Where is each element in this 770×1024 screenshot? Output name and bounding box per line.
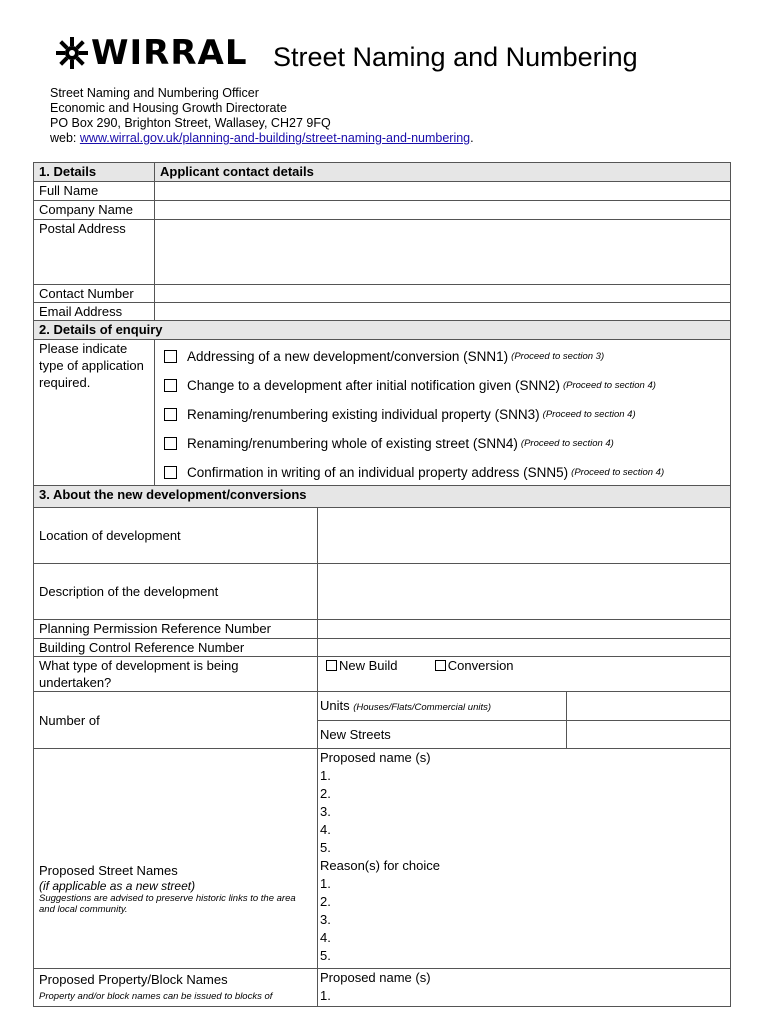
list-item: 5. bbox=[320, 840, 331, 855]
new-build-label: New Build bbox=[339, 658, 398, 673]
web-line bbox=[50, 131, 474, 146]
section1-title: 1. Details bbox=[34, 163, 155, 182]
proposed-property-names-field[interactable] bbox=[318, 969, 731, 1007]
building-ref-field[interactable] bbox=[318, 639, 731, 657]
logo-text: WIRRAL bbox=[91, 33, 248, 73]
snn3-checkbox[interactable] bbox=[164, 408, 177, 421]
list-item: 4. bbox=[320, 930, 331, 945]
wirral-logo bbox=[55, 33, 248, 73]
development-table bbox=[33, 485, 731, 1007]
list-item: 2. bbox=[320, 786, 331, 801]
snn1-checkbox[interactable] bbox=[164, 350, 177, 363]
application-type-prompt: Please indicate type of application required. bbox=[34, 340, 155, 488]
section3-title: 3. About the new development/conversions bbox=[34, 486, 731, 508]
option-note: (Proceed to section 4) bbox=[520, 438, 614, 449]
email-address-field[interactable] bbox=[155, 303, 731, 321]
full-name-field[interactable] bbox=[155, 182, 731, 201]
option-snn5[interactable] bbox=[160, 458, 725, 487]
company-name-label: Company Name bbox=[34, 201, 155, 220]
conversion-checkbox[interactable] bbox=[435, 660, 446, 671]
web-suffix: . bbox=[470, 131, 474, 145]
option-label: Confirmation in writing of an individual property address (SNN5) bbox=[187, 465, 569, 480]
proposed-streets-cell bbox=[34, 749, 318, 969]
option-note: (Proceed to section 4) bbox=[542, 409, 636, 420]
proposed-property-cell bbox=[34, 969, 318, 1007]
option-label: Change to a development after initial notification given (SNN2) bbox=[187, 378, 560, 393]
proposed-street-names-field[interactable] bbox=[318, 749, 731, 969]
list-item: 1. bbox=[320, 876, 331, 891]
web-label: web: bbox=[50, 131, 80, 145]
location-label: Location of development bbox=[34, 508, 318, 564]
building-ref-label: Building Control Reference Number bbox=[34, 639, 318, 657]
proposed-name-label: Proposed name (s) bbox=[320, 750, 431, 765]
list-item: 1. bbox=[320, 768, 331, 783]
snn4-checkbox[interactable] bbox=[164, 437, 177, 450]
list-item: 2. bbox=[320, 894, 331, 909]
snn5-checkbox[interactable] bbox=[164, 466, 177, 479]
proposed-streets-title: Proposed Street Names bbox=[39, 863, 178, 878]
address-line: PO Box 290, Brighton Street, Wallasey, CH27 9FQ bbox=[50, 116, 331, 130]
section1-subtitle: Applicant contact details bbox=[155, 163, 731, 182]
proposed-streets-note: Suggestions are advised to preserve historic links to the area and local community. bbox=[39, 893, 296, 915]
option-label: Addressing of a new development/conversion (SNN1) bbox=[187, 349, 509, 364]
conversion-label: Conversion bbox=[447, 658, 514, 673]
proposed-property-note: Property and/or block names can be issued to blocks of bbox=[39, 991, 273, 1002]
list-item: 3. bbox=[320, 912, 331, 927]
planning-ref-field[interactable] bbox=[318, 620, 731, 639]
reasons-label: Reason(s) for choice bbox=[320, 858, 440, 873]
contact-number-field[interactable] bbox=[155, 285, 731, 303]
new-build-checkbox[interactable] bbox=[326, 660, 337, 671]
company-name-field[interactable] bbox=[155, 201, 731, 220]
option-snn3[interactable] bbox=[160, 400, 725, 429]
details-table bbox=[33, 162, 731, 488]
option-note: (Proceed to section 3) bbox=[511, 351, 605, 362]
proposed-property-title: Proposed Property/Block Names bbox=[39, 972, 228, 987]
website-link[interactable]: www.wirral.gov.uk/planning-and-building/street-naming-and-numbering bbox=[79, 131, 471, 145]
planning-ref-label: Planning Permission Reference Number bbox=[34, 620, 318, 639]
new-streets-field[interactable] bbox=[567, 721, 731, 749]
new-streets-label: New Streets bbox=[318, 721, 567, 749]
page-title: Street Naming and Numbering bbox=[273, 42, 638, 72]
dev-type-question: What type of development is being undertaken? bbox=[34, 657, 318, 692]
option-snn1[interactable] bbox=[160, 342, 725, 371]
address-line: Street Naming and Numbering Officer bbox=[50, 86, 259, 100]
units-label: Units bbox=[320, 697, 354, 713]
proposed-property-name-label: Proposed name (s) bbox=[320, 970, 431, 985]
wirral-logo-icon bbox=[55, 36, 89, 70]
description-field[interactable] bbox=[318, 564, 731, 620]
address-line: Economic and Housing Growth Directorate bbox=[50, 101, 287, 115]
location-field[interactable] bbox=[318, 508, 731, 564]
new-build-option[interactable] bbox=[326, 658, 398, 673]
units-cell bbox=[318, 692, 567, 721]
email-address-label: Email Address bbox=[34, 303, 155, 321]
list-item: 4. bbox=[320, 822, 331, 837]
section2-title: 2. Details of enquiry bbox=[34, 321, 731, 340]
option-snn4[interactable] bbox=[160, 429, 725, 458]
conversion-option[interactable] bbox=[435, 658, 514, 673]
snn2-checkbox[interactable] bbox=[164, 379, 177, 392]
option-note: (Proceed to section 4) bbox=[562, 380, 656, 391]
option-note: (Proceed to section 4) bbox=[571, 467, 665, 478]
units-field[interactable] bbox=[567, 692, 731, 721]
list-item: 1. bbox=[320, 988, 331, 1003]
contact-address bbox=[50, 86, 474, 146]
list-item: 3. bbox=[320, 804, 331, 819]
postal-address-label: Postal Address bbox=[34, 220, 155, 285]
option-label: Renaming/renumbering existing individual property (SNN3) bbox=[187, 407, 540, 422]
number-of-label: Number of bbox=[34, 692, 318, 749]
option-snn2[interactable] bbox=[160, 371, 725, 400]
description-label: Description of the development bbox=[34, 564, 318, 620]
full-name-label: Full Name bbox=[34, 182, 155, 201]
postal-address-field[interactable] bbox=[155, 220, 731, 285]
list-item: 5. bbox=[320, 948, 331, 963]
contact-number-label: Contact Number bbox=[34, 285, 155, 303]
units-note: (Houses/Flats/Commercial units) bbox=[353, 701, 492, 713]
proposed-streets-subtitle: (if applicable as a new street) bbox=[39, 879, 196, 893]
option-label: Renaming/renumbering whole of existing street (SNN4) bbox=[187, 436, 518, 451]
